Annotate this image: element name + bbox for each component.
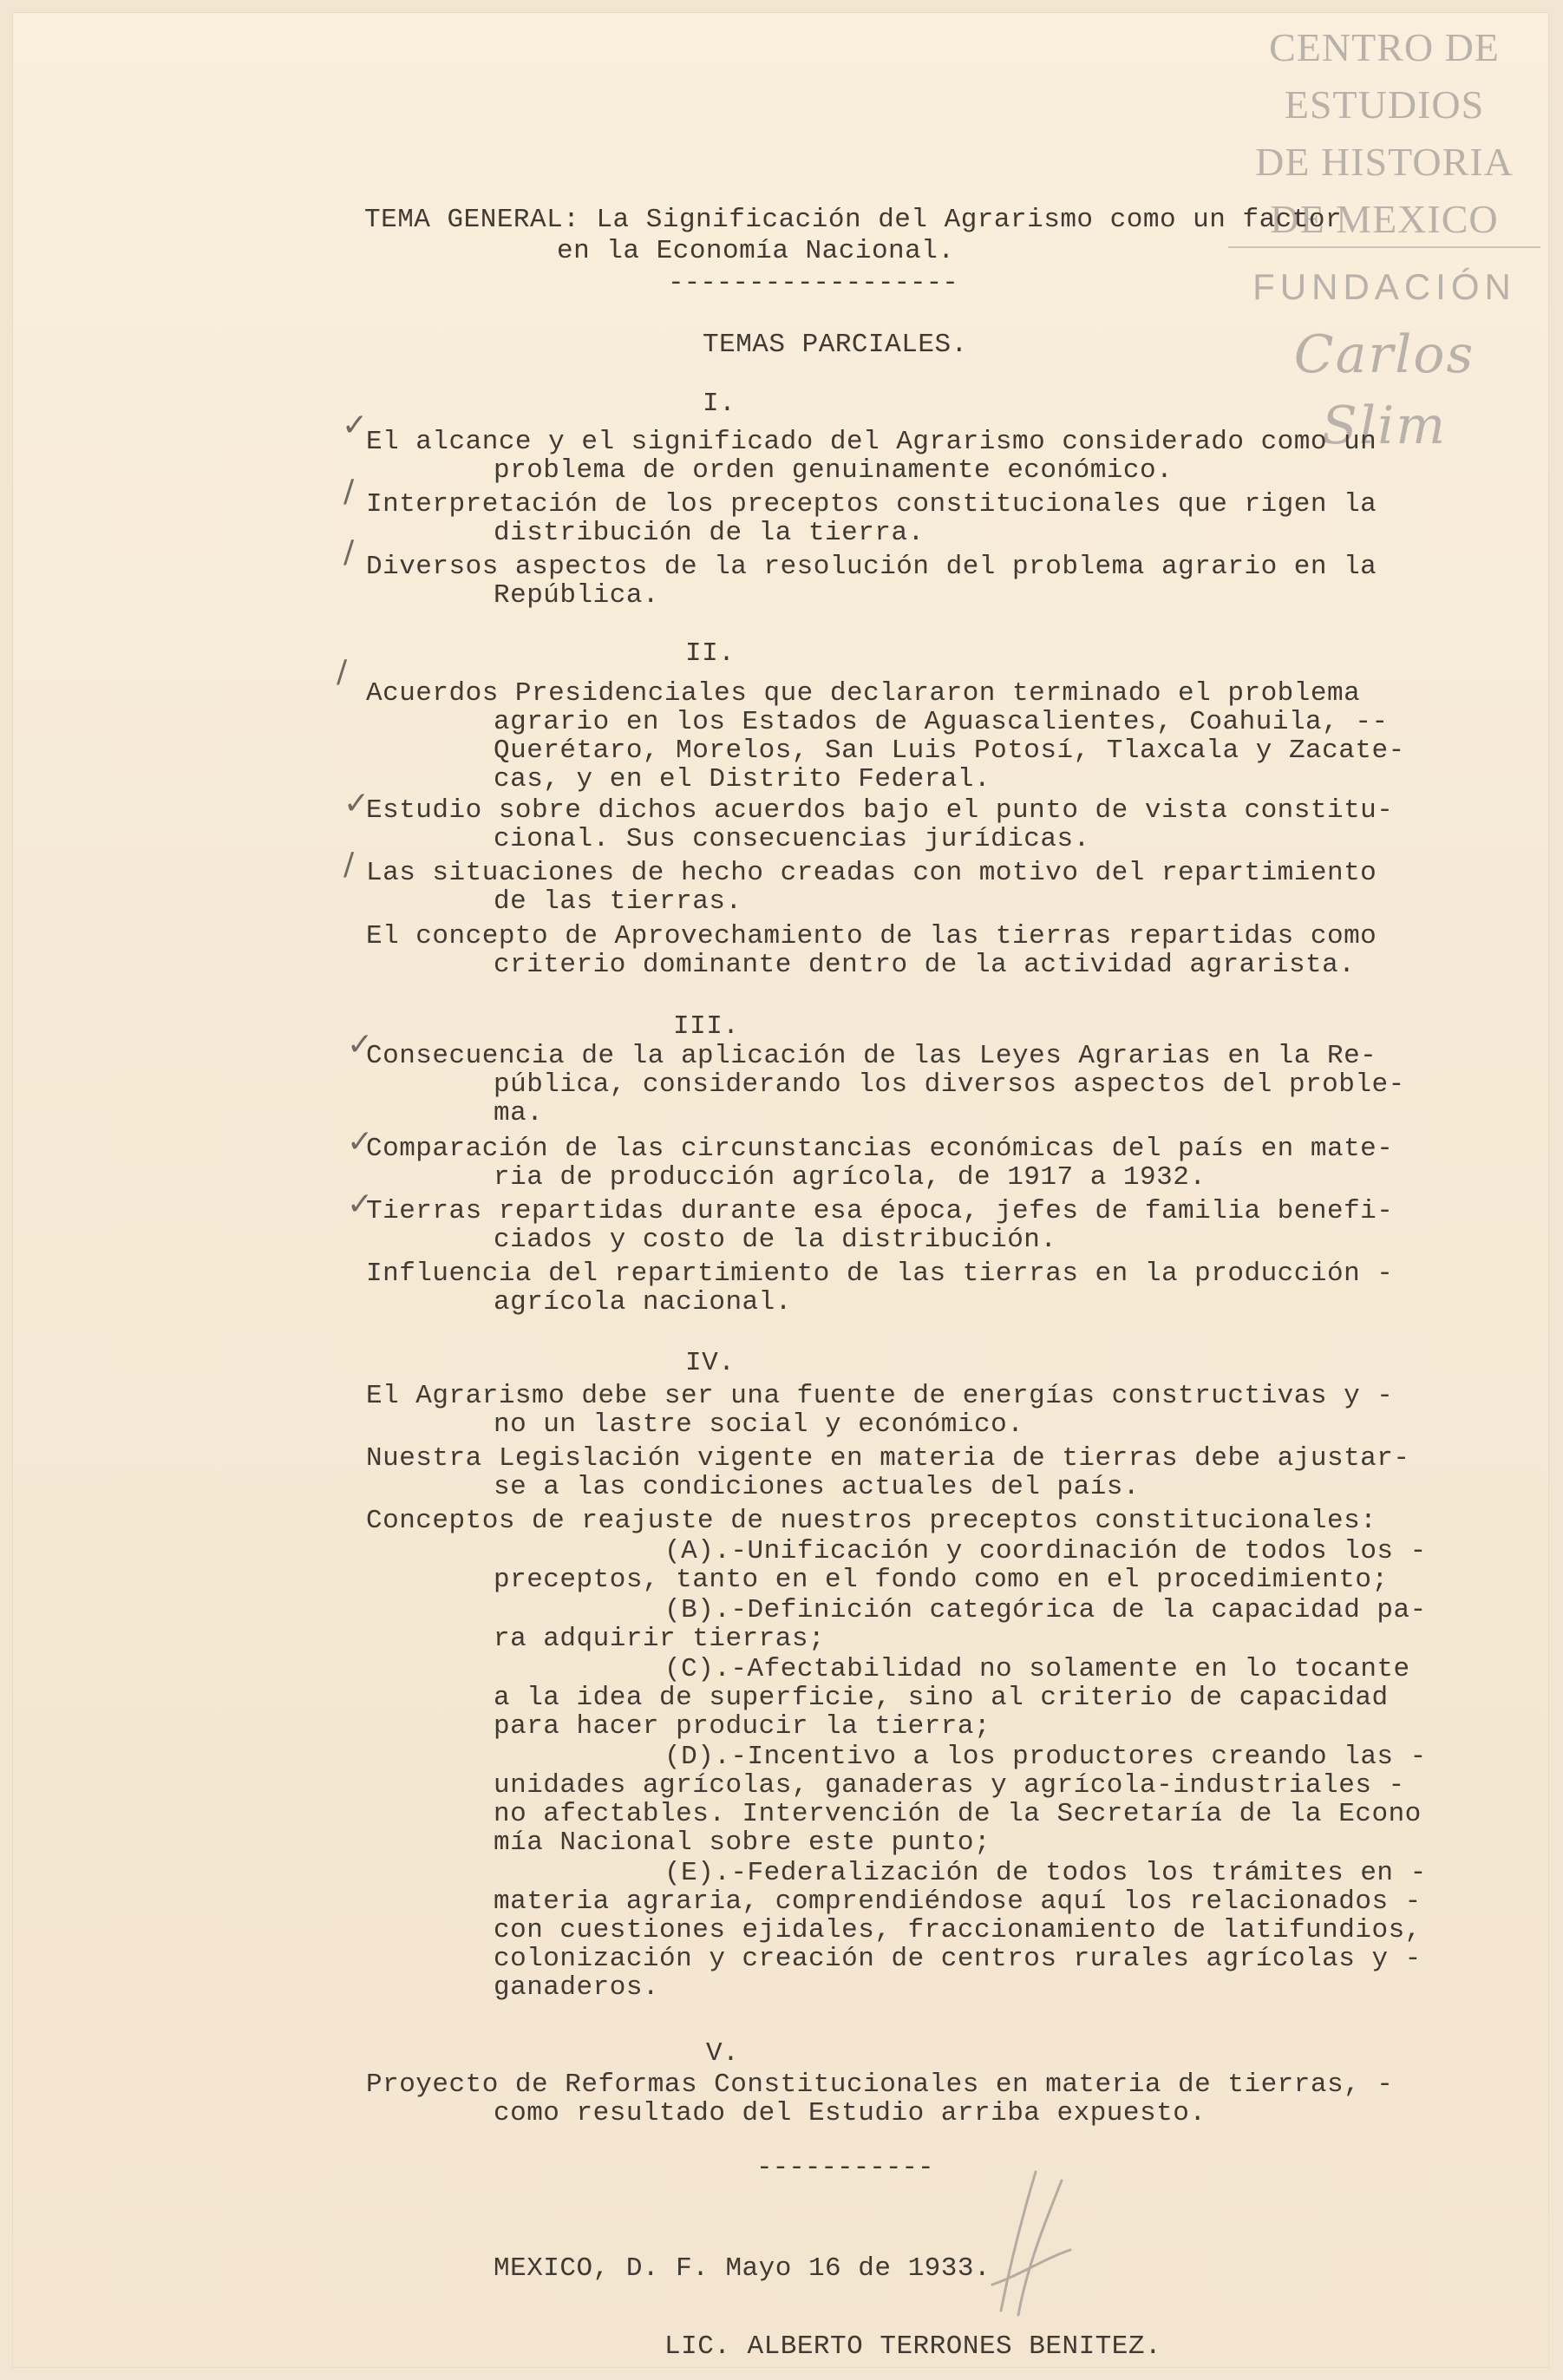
document-title-line-1: TEMA GENERAL: La Significación del Agrarismo como un factor xyxy=(364,205,1343,235)
section-4-line: (C).-Afectabilidad no solamente en lo tocante xyxy=(664,1654,1410,1684)
watermark-line: ESTUDIOS xyxy=(1284,82,1485,127)
check-mark-icon: ✓ xyxy=(347,1187,374,1222)
section-4-line: se a las condiciones actuales del país. xyxy=(494,1472,1141,1502)
section-3-line: Tierras repartidas durante esa época, jefes de familia benefi- xyxy=(366,1196,1394,1226)
section-4-line: a la idea de superficie, sino al criterio de capacidad xyxy=(494,1683,1389,1713)
subtitle: TEMAS PARCIALES. xyxy=(703,330,968,360)
section-1-line: distribución de la tierra. xyxy=(494,518,925,548)
check-mark-icon: ✓ xyxy=(343,786,370,821)
check-mark-icon: / xyxy=(343,534,355,570)
closing-rule: ----------- xyxy=(756,2153,934,2183)
section-2-line: criterio dominante dentro de la actividad agrarista. xyxy=(494,950,1356,980)
section-2-line: Las situaciones de hecho creadas con motivo del repartimiento xyxy=(366,858,1377,888)
section-4-line: (B).-Definición categórica de la capacidad pa- xyxy=(664,1595,1427,1625)
section-1-line: República. xyxy=(494,580,660,611)
section-4-line: no un lastre social y económico. xyxy=(494,1409,1024,1440)
section-4-line: preceptos, tanto en el fondo como en el procedimiento; xyxy=(494,1565,1389,1595)
section-5-line: como resultado del Estudio arriba expuesto. xyxy=(494,2098,1207,2128)
watermark-signature: Carlos Slim xyxy=(1293,324,1475,456)
section-3-line: ciados y costo de la distribución. xyxy=(494,1225,1057,1255)
section-2-line: Acuerdos Presidenciales que declararon terminado el problema xyxy=(366,678,1361,709)
document-author: LIC. ALBERTO TERRONES BENITEZ. xyxy=(664,2331,1162,2362)
section-4-line: unidades agrícolas, ganaderas y agrícola-industriales - xyxy=(494,1770,1405,1801)
section-3-line: Comparación de las circunstancias económicas del país en mate- xyxy=(366,1134,1394,1164)
section-3-line: ma. xyxy=(494,1098,544,1128)
section-2-line: El concepto de Aprovechamiento de las tierras repartidas como xyxy=(366,921,1377,951)
section-4-line: Nuestra Legislación vigente en materia de tierras debe ajustar- xyxy=(366,1443,1410,1474)
section-numeral: II. xyxy=(685,638,736,669)
section-numeral: III. xyxy=(673,1011,740,1042)
watermark-divider xyxy=(1228,246,1540,248)
check-mark-icon: / xyxy=(343,847,355,882)
section-2-line: agrario en los Estados de Aguascalientes, Coahuila, -- xyxy=(494,707,1389,737)
check-mark-icon: ✓ xyxy=(347,1124,374,1160)
section-4-line: no afectables. Intervención de la Secretaría de la Econo xyxy=(494,1799,1422,1829)
section-4-line: El Agrarismo debe ser una fuente de energías constructivas y - xyxy=(366,1381,1394,1411)
section-2-line: Estudio sobre dichos acuerdos bajo el punto de vista constitu- xyxy=(366,795,1394,826)
check-mark-icon: ✓ xyxy=(342,408,369,443)
watermark-line: DE HISTORIA xyxy=(1255,140,1514,184)
section-1-line: El alcance y el significado del Agrarismo considerado como un xyxy=(366,427,1377,457)
section-1-line: Diversos aspectos de la resolución del problema agrario en la xyxy=(366,552,1377,582)
signature-scribble-icon xyxy=(975,2163,1079,2319)
watermark xyxy=(1228,19,1540,461)
section-3-line: pública, considerando los diversos aspectos del proble- xyxy=(494,1069,1405,1100)
watermark-fundacion: FUNDACIÓN xyxy=(1252,266,1516,307)
section-3-line: agrícola nacional. xyxy=(494,1287,792,1318)
section-numeral: V. xyxy=(706,2038,740,2069)
section-3-line: Consecuencia de la aplicación de las Leyes Agrarias en la Re- xyxy=(366,1041,1377,1071)
section-4-line: ra adquirir tierras; xyxy=(494,1624,826,1654)
section-4-line: (A).-Unificación y coordinación de todos los - xyxy=(664,1536,1427,1566)
section-4-line: Conceptos de reajuste de nuestros preceptos constitucionales: xyxy=(366,1506,1377,1536)
document-page xyxy=(12,12,1549,2368)
watermark-line: CENTRO DE xyxy=(1269,25,1500,69)
section-4-line: materia agraria, comprendiéndose aquí los relacionados - xyxy=(494,1886,1422,1917)
check-mark-icon: / xyxy=(343,474,355,509)
title-underline: ------------------ xyxy=(668,268,958,298)
section-3-line: ria de producción agrícola, de 1917 a 1932. xyxy=(494,1162,1207,1193)
check-mark-icon: ✓ xyxy=(347,1027,374,1062)
section-4-line: colonización y creación de centros rurales agrícolas y - xyxy=(494,1944,1422,1974)
document-date: MEXICO, D. F. Mayo 16 de 1933. xyxy=(494,2253,991,2284)
section-4-line: (D).-Incentivo a los productores creando las - xyxy=(664,1742,1427,1772)
section-2-line: cional. Sus consecuencias jurídicas. xyxy=(494,824,1090,854)
section-1-line: problema de orden genuinamente económico. xyxy=(494,455,1174,486)
section-4-line: para hacer producir la tierra; xyxy=(494,1711,991,1742)
check-mark-icon: / xyxy=(337,654,348,690)
section-3-line: Influencia del repartimiento de las tierras en la producción - xyxy=(366,1259,1394,1289)
section-numeral: IV. xyxy=(685,1348,736,1378)
section-1-line: Interpretación de los preceptos constitucionales que rigen la xyxy=(366,489,1377,520)
section-4-line: ganaderos. xyxy=(494,1972,660,2003)
section-numeral: I. xyxy=(703,389,736,419)
section-2-line: cas, y en el Distrito Federal. xyxy=(494,764,991,794)
section-4-line: mía Nacional sobre este punto; xyxy=(494,1828,991,1858)
section-4-line: (E).-Federalización de todos los trámites en - xyxy=(664,1858,1427,1888)
section-5-line: Proyecto de Reformas Constitucionales en materia de tierras, - xyxy=(366,2069,1394,2100)
section-2-line: Querétaro, Morelos, San Luis Potosí, Tlaxcala y Zacate- xyxy=(494,736,1405,766)
section-4-line: con cuestiones ejidales, fraccionamiento de latifundios, xyxy=(494,1915,1422,1945)
section-2-line: de las tierras. xyxy=(494,886,742,917)
document-title-line-2: en la Economía Nacional. xyxy=(557,236,955,266)
watermark-line: DE MEXICO xyxy=(1270,197,1499,241)
